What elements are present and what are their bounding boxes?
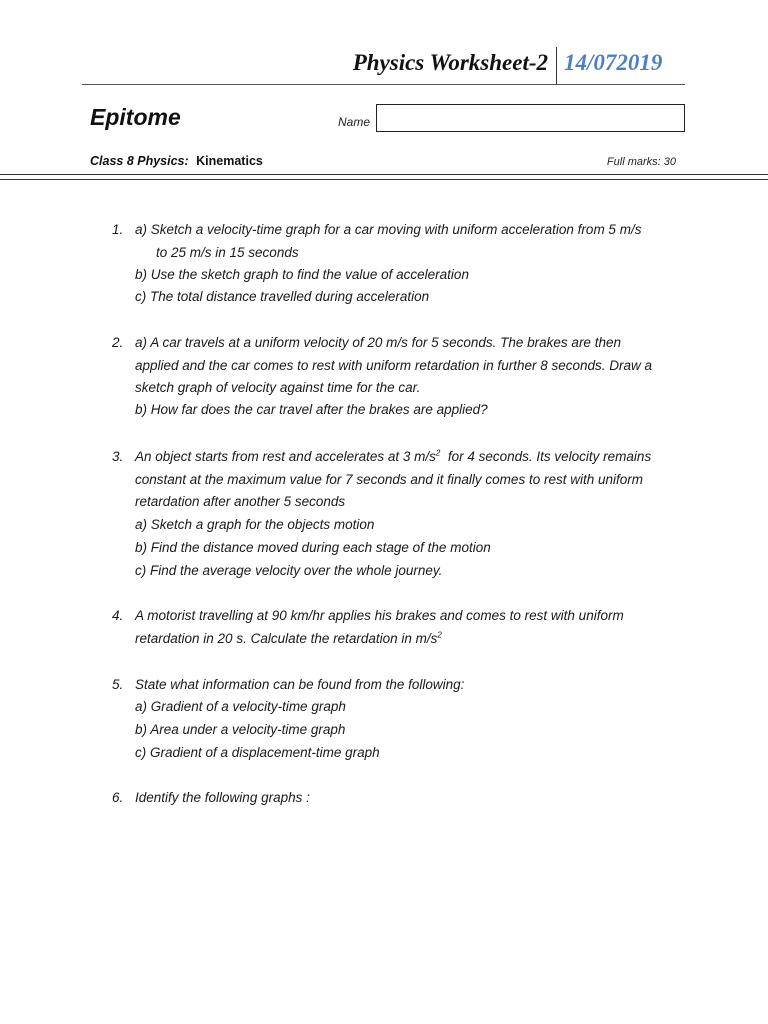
question-number: 1. — [112, 222, 124, 237]
question-line — [135, 631, 442, 646]
class-info — [90, 154, 263, 168]
question-line: b) Use the sketch graph to find the value of acceleration — [135, 267, 469, 282]
question-line: State what information can be found from the following: — [135, 677, 465, 692]
question-line: to 25 m/s in 15 seconds — [156, 245, 299, 260]
worksheet-title: Physics Worksheet-2 — [352, 50, 548, 75]
subject-label: Kinematics — [196, 154, 263, 168]
question-line: a) A car travels at a uniform velocity of 20 m/s for 5 seconds. The brakes are then — [135, 335, 621, 350]
question-text: retardation in 20 s. Calculate the retardation in m/s — [135, 631, 438, 646]
question-number: 5. — [112, 677, 124, 692]
question-line: c) Find the average velocity over the whole journey. — [135, 563, 443, 578]
question-line: a) Gradient of a velocity-time graph — [135, 699, 346, 714]
question-line: applied and the car comes to rest with uniform retardation in further 8 seconds. Draw a — [135, 358, 653, 373]
question-number: 6. — [112, 790, 124, 805]
question-text: An object starts from rest and accelerates at 3 m/s — [135, 449, 436, 464]
question-line: Identify the following graphs : — [135, 790, 310, 805]
question-number: 3. — [112, 449, 124, 464]
full-marks: Full marks: 30 — [606, 156, 676, 168]
question-number: 2. — [112, 335, 124, 350]
class-label: Class 8 Physics: — [90, 154, 189, 168]
question-line: b) How far does the car travel after the brakes are applied? — [135, 402, 488, 417]
name-label: Name — [338, 115, 371, 129]
question-line: c) Gradient of a displacement-time graph — [135, 745, 380, 760]
header-rule — [82, 84, 685, 85]
question-line: retardation after another 5 seconds — [135, 494, 346, 509]
question-number: 4. — [112, 608, 124, 623]
question-line: a) Sketch a graph for the objects motion — [135, 517, 375, 532]
question-line: c) The total distance travelled during acceleration — [135, 289, 430, 304]
question-line: a) Sketch a velocity-time graph for a car moving with uniform acceleration from 5 m/s — [135, 222, 642, 237]
school-name: Epitome — [90, 104, 181, 130]
question-line — [135, 449, 651, 464]
superscript: 2 — [435, 448, 441, 458]
question-line: constant at the maximum value for 7 seconds and it finally comes to rest with uniform — [135, 472, 643, 487]
section-rule-top — [0, 174, 768, 175]
superscript: 2 — [437, 630, 442, 640]
name-field[interactable] — [376, 104, 685, 132]
question-line: sketch graph of velocity against time for the car. — [135, 380, 421, 395]
title-date-divider — [556, 47, 557, 85]
section-rule-bottom — [0, 179, 768, 180]
question-line: b) Find the distance moved during each stage of the motion — [135, 540, 491, 555]
worksheet-date: 14/072019 — [564, 50, 663, 75]
question-text: for 4 seconds. Its velocity remains — [447, 449, 652, 464]
question-line: A motorist travelling at 90 km/hr applies his brakes and comes to rest with uniform — [135, 608, 624, 623]
question-line: b) Area under a velocity-time graph — [135, 722, 346, 737]
